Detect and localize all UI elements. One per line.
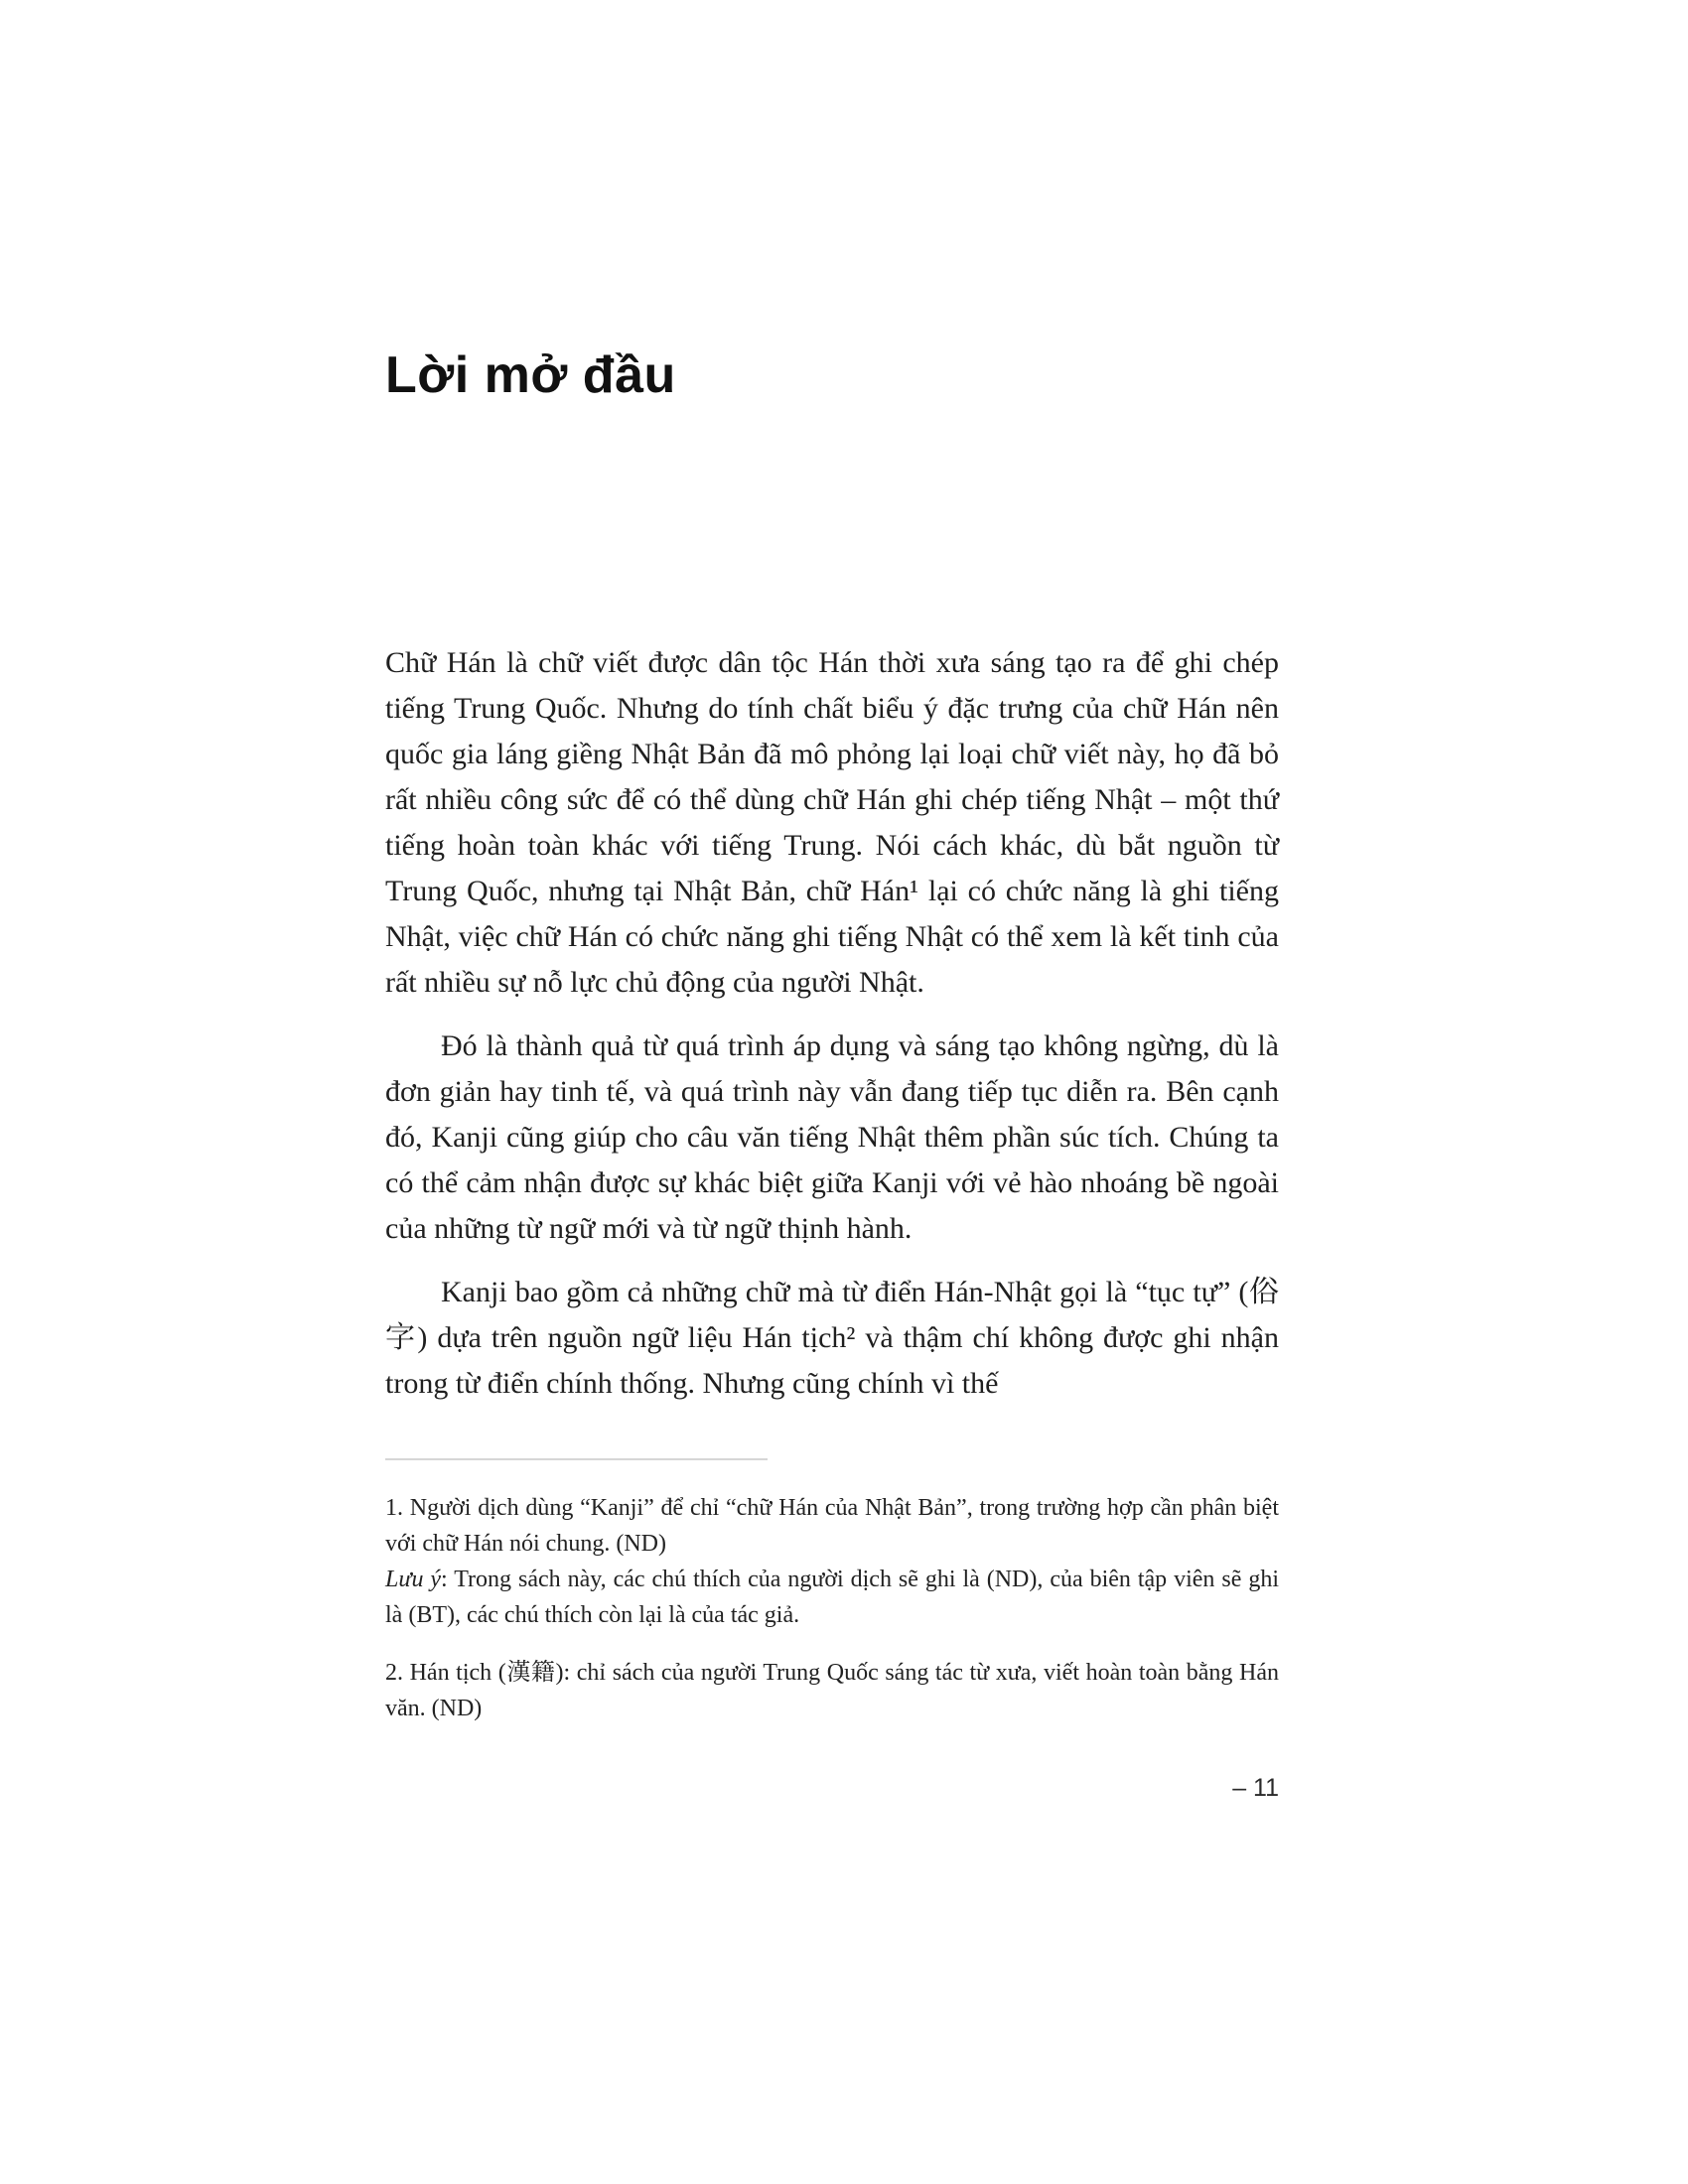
footnote-1: 1. Người dịch dùng “Kanji” để chỉ “chữ Hán của Nhật Bản”, trong trường hợp cần phân biệt với chữ Hán nói chung. (ND) [385,1495,1279,1557]
translator-note-lead: Lưu ý [385,1567,442,1592]
page-number: – 11 [1232,1774,1279,1802]
paragraph-3: Kanji bao gồm cả những chữ mà từ điển Hán-Nhật gọi là “tục tự” (俗字) dựa trên nguồn ngữ liệu Hán tịch² và thậm chí không được ghi nhận trong từ điển chính thống. Nhưng cũng chính vì thế [385,1276,1279,1400]
translator-note-text: : Trong sách này, các chú thích của người dịch sẽ ghi là (ND), của biên tập viên sẽ ghi là (BT), các chú thích còn lại là của tác giả. [385,1567,1279,1628]
translator-note [385,1562,1279,1633]
paragraph-1: Chữ Hán là chữ viết được dân tộc Hán thời xưa sáng tạo ra để ghi chép tiếng Trung Quốc. Nhưng do tính chất biểu ý đặc trưng của chữ Hán nên quốc gia láng giềng Nhật Bản đã mô phỏng lại loại chữ viết này, họ đã bỏ rất nhiều công sức để có thể dùng chữ Hán ghi chép tiếng Nhật – một thứ tiếng hoàn toàn khác với tiếng Trung. Nói cách khác, dù bắt nguồn từ Trung Quốc, nhưng tại Nhật Bản, chữ Hán¹ lại có chức năng là ghi tiếng Nhật, việc chữ Hán có chức năng ghi tiếng Nhật có thể xem là kết tinh của rất nhiều sự nỗ lực chủ động của người Nhật. [385,646,1279,999]
paragraph-2: Đó là thành quả từ quá trình áp dụng và sáng tạo không ngừng, dù là đơn giản hay tinh tế, và quá trình này vẫn đang tiếp tục diễn ra. Bên cạnh đó, Kanji cũng giúp cho câu văn tiếng Nhật thêm phần súc tích. Chúng ta có thể cảm nhận được sự khác biệt giữa Kanji với vẻ hào nhoáng bề ngoài của những từ ngữ mới và từ ngữ thịnh hành. [385,1029,1279,1245]
footnote-divider [385,1458,768,1460]
footnotes-section [385,1490,1279,1726]
page-title: Lời mở đầu [385,346,676,404]
footnote-2: 2. Hán tịch (漢籍): chỉ sách của người Trung Quốc sáng tác từ xưa, viết hoàn toàn bằng Hán văn. (ND) [385,1660,1279,1721]
page-content [385,640,1279,1803]
